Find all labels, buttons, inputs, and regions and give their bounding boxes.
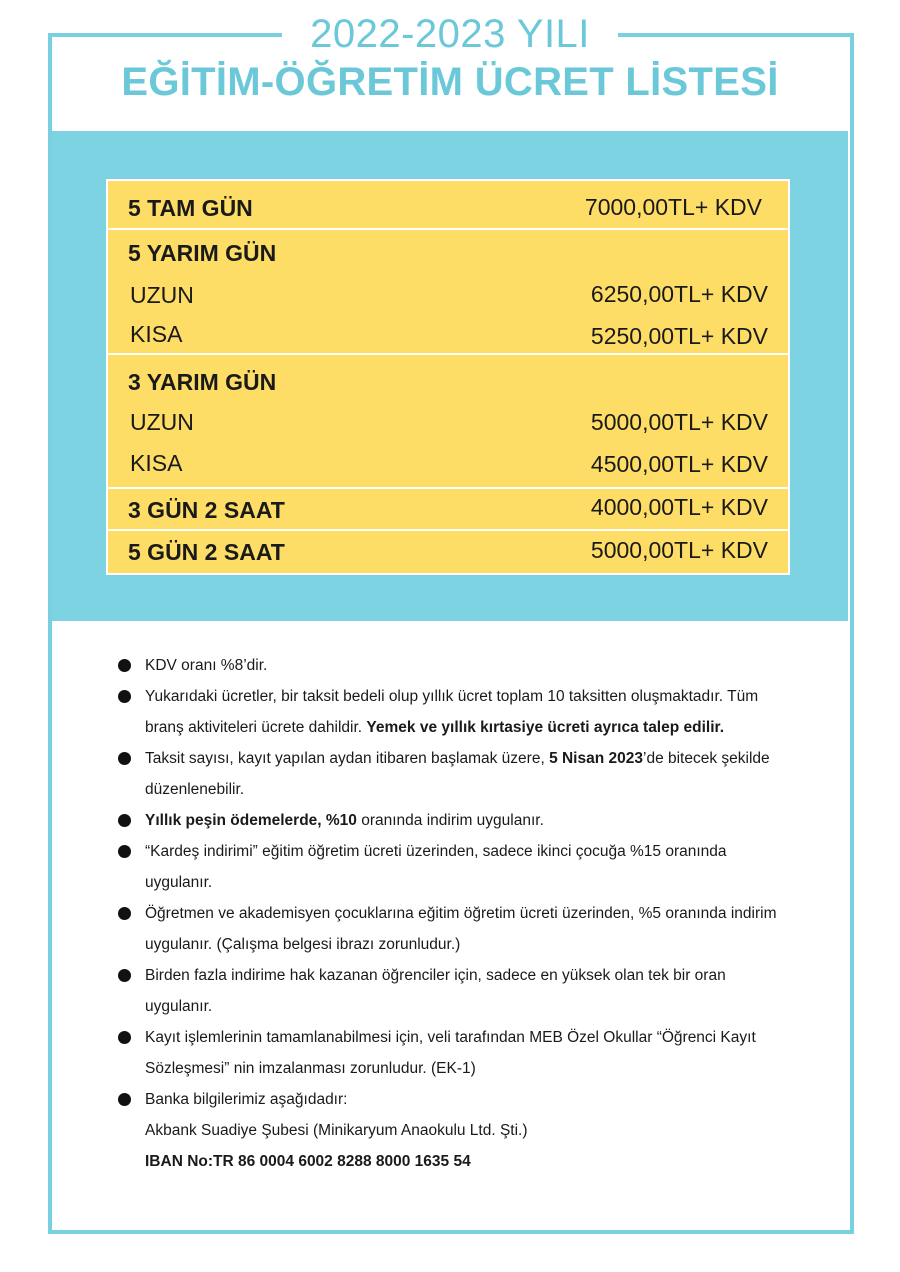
note-text: Yıllık peşin ödemelerde, %10 oranında indirim uygulanır. bbox=[145, 812, 544, 829]
row-label: 3 YARIM GÜN bbox=[128, 369, 277, 395]
note-text: Öğretmen ve akademisyen çocuklarına eğitim öğretim ücreti üzerinden, %5 oranında indirim uygulanır. (Çalışma belgesi ibrazı zorunludur.) bbox=[145, 905, 777, 953]
price-row-5-yarim-gun bbox=[108, 230, 788, 353]
sub-label-kisa: KISA bbox=[130, 450, 183, 476]
bank-iban: IBAN No:TR 86 0004 6002 8288 8000 1635 54 bbox=[145, 1153, 471, 1170]
note-item bbox=[118, 650, 788, 681]
bullet-icon bbox=[118, 907, 131, 920]
row-price: 4000,00TL+ KDV bbox=[590, 494, 768, 520]
notes-list bbox=[118, 650, 788, 1177]
price-row-5-tam-gun bbox=[108, 181, 788, 228]
price-table bbox=[106, 179, 790, 575]
note-text: Yukarıdaki ücretler, bir taksit bedeli olup yıllık ücret toplam 10 taksitten oluşmaktadır. Tüm branş aktiviteleri ücrete dahildir. Yemek ve yıllık kırtasiye ücreti ayrıca talep edilir. bbox=[145, 688, 759, 736]
price-row-5-gun-2-saat bbox=[108, 531, 788, 573]
note-item bbox=[118, 743, 788, 805]
row-label: 3 GÜN 2 SAAT bbox=[128, 497, 285, 523]
row-price: 5000,00TL+ KDV bbox=[590, 537, 768, 563]
bullet-icon bbox=[118, 1093, 131, 1106]
note-item bbox=[118, 805, 788, 836]
price-row-3-gun-2-saat bbox=[108, 489, 788, 529]
sub-label-uzun: UZUN bbox=[130, 282, 194, 308]
sub-label-uzun: UZUN bbox=[130, 409, 194, 435]
note-item bbox=[118, 960, 788, 1022]
bullet-icon bbox=[118, 752, 131, 765]
note-bold-text: Yıllık peşin ödemelerde, %10 bbox=[145, 812, 357, 829]
note-text: Kayıt işlemlerinin tamamlanabilmesi için, veli tarafından MEB Özel Okullar “Öğrenci Kayıt Sözleşmesi” nin imzalanması zorunludur. (EK-1) bbox=[145, 1029, 756, 1077]
note-bold-text: Yemek ve yıllık kırtasiye ücreti ayrıca talep edilir. bbox=[366, 719, 725, 736]
note-item-bank bbox=[118, 1084, 788, 1177]
price-row-3-yarim-gun bbox=[108, 355, 788, 487]
row-label: 5 TAM GÜN bbox=[128, 195, 253, 221]
note-item bbox=[118, 681, 788, 743]
note-text: KDV oranı %8’dir. bbox=[145, 657, 268, 674]
row-price: 7000,00TL+ KDV bbox=[584, 194, 762, 220]
note-text: Banka bilgilerimiz aşağıdadır: bbox=[145, 1091, 348, 1108]
bullet-icon bbox=[118, 969, 131, 982]
note-text: Birden fazla indirime hak kazanan öğrenciler için, sadece en yüksek olan tek bir oran uygulanır. bbox=[145, 967, 726, 1015]
sub-label-kisa: KISA bbox=[130, 321, 183, 347]
note-bold-text: 5 Nisan 2023 bbox=[549, 750, 643, 767]
bullet-icon bbox=[118, 845, 131, 858]
note-text: “Kardeş indirimi” eğitim öğretim ücreti üzerinden, sadece ikinci çocuğa %15 oranında uygulanır. bbox=[145, 843, 727, 891]
note-item bbox=[118, 1022, 788, 1084]
main-title: EĞİTİM-ÖĞRETİM ÜCRET LİSTESİ bbox=[121, 60, 779, 104]
sub-price-uzun: 6250,00TL+ KDV bbox=[590, 281, 768, 307]
bullet-icon bbox=[118, 814, 131, 827]
bullet-icon bbox=[118, 659, 131, 672]
bank-branch: Akbank Suadiye Şubesi (Minikaryum Anaokulu Ltd. Şti.) bbox=[145, 1122, 528, 1139]
sub-price-uzun: 5000,00TL+ KDV bbox=[590, 409, 768, 435]
year-title: 2022-2023 YILI bbox=[310, 12, 590, 56]
row-label: 5 YARIM GÜN bbox=[128, 240, 277, 266]
bullet-icon bbox=[118, 690, 131, 703]
note-item bbox=[118, 898, 788, 960]
sub-price-kisa: 5250,00TL+ KDV bbox=[590, 323, 768, 349]
note-text: Taksit sayısı, kayıt yapılan aydan itibaren başlamak üzere, 5 Nisan 2023’de bitecek şekilde düzenlenebilir. bbox=[145, 750, 770, 798]
row-label: 5 GÜN 2 SAAT bbox=[128, 539, 285, 565]
sub-price-kisa: 4500,00TL+ KDV bbox=[590, 451, 768, 477]
note-item bbox=[118, 836, 788, 898]
bullet-icon bbox=[118, 1031, 131, 1044]
